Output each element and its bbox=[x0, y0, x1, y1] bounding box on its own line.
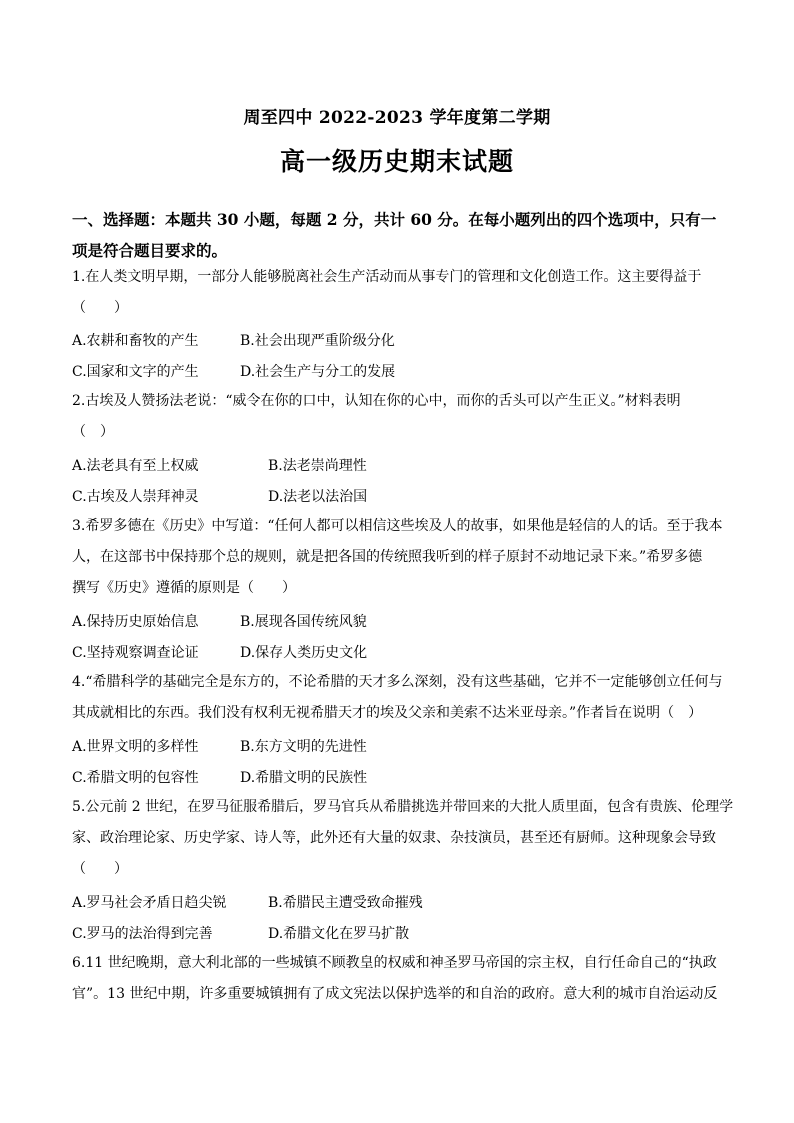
question-3-stem: 撰写《历史》遵循的原则是（ ） bbox=[72, 580, 296, 596]
question-1-option-a: A.农耕和畜牧的产生 bbox=[72, 333, 199, 349]
question-1-option-b: B.社会出现严重阶级分化 bbox=[240, 333, 395, 349]
question-5 bbox=[72, 792, 734, 885]
question-5-option-a: A.罗马社会矛盾日趋尖锐 bbox=[72, 895, 227, 911]
question-5-stem: （ ） bbox=[72, 861, 128, 877]
question-3-stem: 3.希罗多德在《历史》中写道：“任何人都可以相信这些埃及人的故事，如果他是轻信的人的话。至于我本 bbox=[72, 518, 723, 534]
question-5-stem: 家、政治理论家、历史学家、诗人等，此外还有大量的奴隶、杂技演员，甚至还有厨师。这种现象会导致 bbox=[72, 830, 716, 846]
question-4-option-b: B.东方文明的先进性 bbox=[240, 739, 367, 755]
question-4-stem: 其成就相比的东西。我们没有权利无视希腊天才的埃及父亲和美索不达米亚母亲。”作者旨在说明（ ） bbox=[72, 705, 703, 721]
question-3-stem: 人，在这部书中保持那个总的规则，就是把各国的传统照我听到的样子原封不动地记录下来。”希罗多德 bbox=[72, 549, 703, 565]
question-4-option-c: C.希腊文明的包容性 bbox=[72, 770, 199, 786]
question-3-option-b: B.展现各国传统风貌 bbox=[240, 614, 367, 630]
question-2-option-a: A.法老具有至上权威 bbox=[72, 458, 199, 474]
question-1-stem: （ ） bbox=[72, 300, 128, 316]
question-6-stem: 官”。13 世纪中期，许多重要城镇拥有了成文宪法以保护选举的和自治的政府。意大利的城市自治运动反 bbox=[72, 986, 718, 1002]
question-4-stem: 4.“希腊科学的基础完全是东方的，不论希腊的天才多么深刻，没有这些基础，它并不一定能够创立任何与 bbox=[72, 674, 723, 690]
question-3-option-a: A.保持历史原始信息 bbox=[72, 614, 199, 630]
question-5-option-d: D.希腊文化在罗马扩散 bbox=[268, 926, 410, 942]
question-4-option-d: D.希腊文明的民族性 bbox=[240, 770, 368, 786]
question-2-option-c: C.古埃及人崇拜神灵 bbox=[72, 489, 199, 505]
question-1 bbox=[72, 262, 724, 324]
question-2 bbox=[72, 386, 724, 448]
question-1-option-d: D.社会生产与分工的发展 bbox=[240, 364, 396, 380]
section-heading-line: 项是符合题目要求的。 bbox=[72, 241, 228, 260]
exam-subtitle: 周至四中 2022-2023 学年度第二学期 bbox=[243, 108, 551, 128]
question-3 bbox=[72, 511, 724, 604]
section-heading-line: 一、选择题：本题共 30 小题，每题 2 分，共计 60 分。在每小题列出的四个选项中，只有一 bbox=[72, 210, 717, 229]
question-4-option-a: A.世界文明的多样性 bbox=[72, 739, 199, 755]
question-2-option-d: D.法老以法治国 bbox=[268, 489, 368, 505]
question-5-option-c: C.罗马的法治得到完善 bbox=[72, 926, 213, 942]
question-5-option-b: B.希腊民主遭受致命摧残 bbox=[268, 895, 423, 911]
question-6-stem: 6.11 世纪晚期，意大利北部的一些城镇不顾教皇的权威和神圣罗马帝国的宗主权，自行任命自己的“执政 bbox=[72, 955, 717, 971]
question-2-stem: （ ） bbox=[72, 424, 114, 440]
question-1-stem: 1.在人类文明早期，一部分人能够脱离社会生产活动而从事专门的管理和文化创造工作。这主要得益于 bbox=[72, 269, 702, 285]
question-1-option-c: C.国家和文字的产生 bbox=[72, 364, 199, 380]
question-2-stem: 2.古埃及人赞扬法老说：“威令在你的口中，认知在你的心中，而你的舌头可以产生正义。”材料表明 bbox=[72, 393, 681, 409]
question-6 bbox=[72, 948, 724, 1010]
question-3-option-d: D.保存人类历史文化 bbox=[240, 645, 368, 661]
section-heading bbox=[72, 204, 724, 266]
question-5-stem: 5.公元前 2 世纪，在罗马征服希腊后，罗马官兵从希腊挑选并带回来的大批人质里面，包含有贵族、伦理学 bbox=[72, 799, 734, 815]
question-3-option-c: C.坚持观察调查论证 bbox=[72, 645, 199, 661]
question-2-option-b: B.法老崇尚理性 bbox=[268, 458, 367, 474]
question-4 bbox=[72, 667, 724, 729]
exam-title: 高一级历史期末试题 bbox=[279, 147, 514, 176]
